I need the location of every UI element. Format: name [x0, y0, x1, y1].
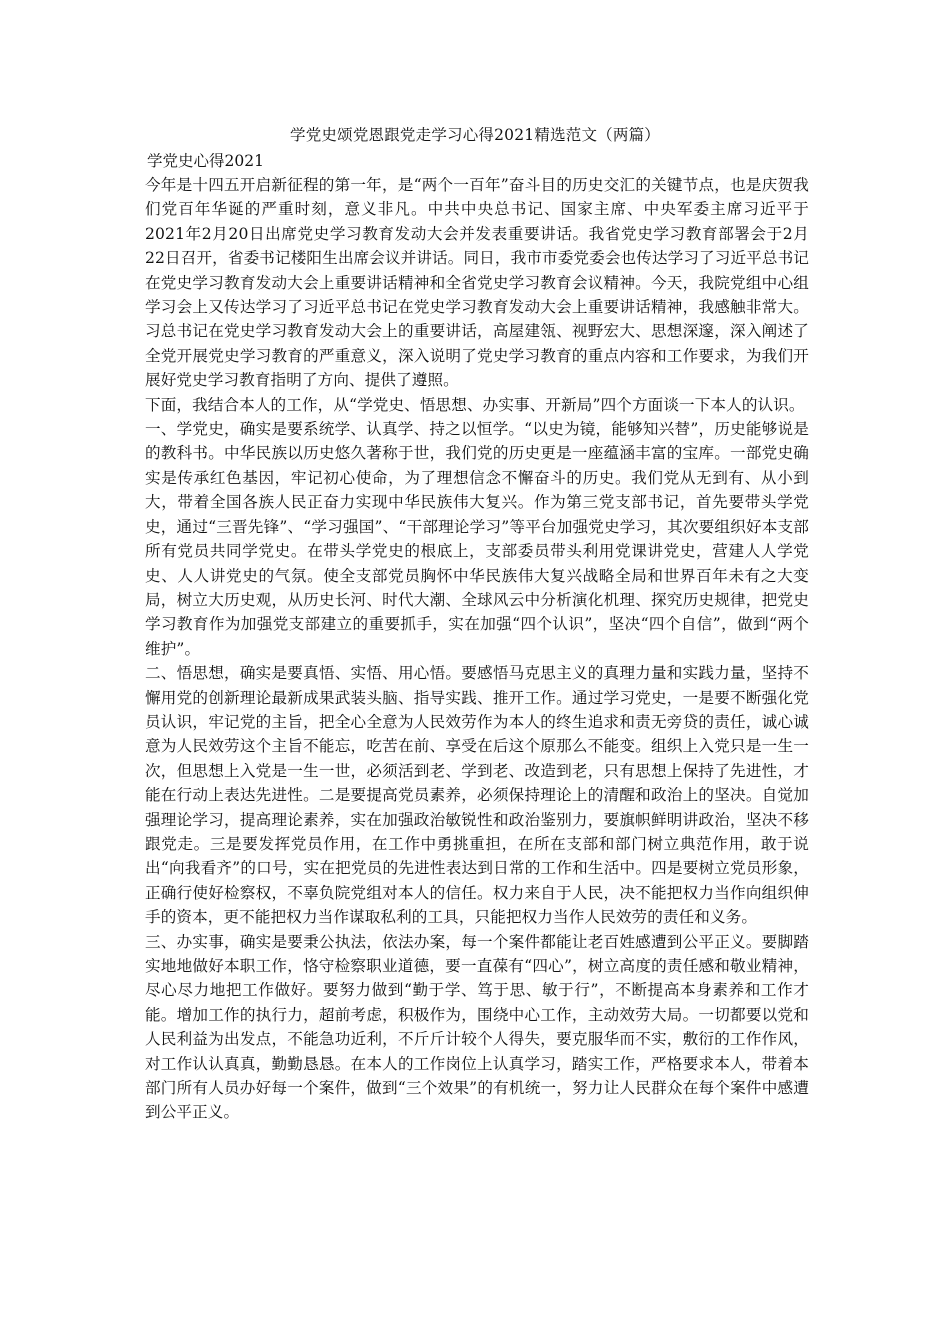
paragraph-overview: 下面，我结合本人的工作，从“学党史、悟思想、办实事、开新局”四个方面谈一下本人的认识。: [145, 395, 805, 414]
paragraph-do-practical-work: 三、办实事，确实是要秉公执法，依法办案，每一个案件都能让老百姓感遭到公平正义。要脚踏实地地做好本职工作，恪守检察职业道德，要一直葆有“四心”，树立高度的责任感和敬业精神，尽心尽力地把工作做好。要努力做到“勤于学、笃于思、敏于行”，不断提高本身素养和工作才能。增加工作的执行力，超前考虑，积极作为，围绕中心工作，主动效劳大局。一切都要以党和人民利益为出发点，不能急功近利，不斤斤计较个人得失，要克服华而不实，敷衍的工作作风，对工作认认真真，勤勤恳恳。在本人的工作岗位上认真学习，踏实工作，严格要求本人，带着本部门所有人员办好每一个案件，做到“三个效果”的有机统一，努力让人民群众在每个案件中感遭到公平正义。: [145, 932, 809, 1122]
paragraph-understand-thought: 二、悟思想，确实是要真悟、实悟、用心悟。要感悟马克思主义的真理力量和实践力量，坚持不懈用党的创新理论最新成果武装头脑、指导实践、推开工作。通过学习党史，一是要不断强化党员认识，牢记党的主旨，把全心全意为人民效劳作为本人的终生追求和责无旁贷的责任，诚心诚意为人民效劳这个主旨不能忘，吃苦在前、享受在后这个原那么不能变。组织上入党只是一生一次，但思想上入党是一生一世，必须活到老、学到老、改造到老，只有思想上保持了先进性，才能在行动上表达先进性。二是要提高党员素养，必须保持理论上的清醒和政治上的坚决。自觉加强理论学习，提高理论素养，实在加强政治敏锐性和政治鉴别力，要旗帜鲜明讲政治，坚决不移跟党走。三是要发挥党员作用，在工作中勇挑重担，在所在支部和部门树立典范作用，敢于说出“向我看齐”的口号，实在把党员的先进性表达到日常的工作和生活中。四是要树立党员形象，正确行使好检察权，不辜负院党组对本人的信任。权力来自于人民，决不能把权力当作向组织伸手的资本，更不能把权力当作谋取私利的工具，只能把权力当作人民效劳的责任和义务。: [145, 664, 809, 927]
document-title: 学党史颂党恩跟党走学习心得2021精选范文（两篇）: [290, 126, 660, 144]
paragraph-intro: 今年是十四五开启新征程的第一年，是“两个一百年”奋斗目的历史交汇的关键节点，也是庆贺我们党百年华诞的严重时刻，意义非凡。中共中央总书记、国家主席、中央军委主席习近平于2021年2月20日出席党史学习教育发动大会并发表重要讲话。我省党史学习教育部署会于2月22日召开，省委书记楼阳生出席会议并讲话。同日，我市市委党委会也传达学习了习近平总书记在党史学习教育发动大会上重要讲话精神和全省党史学习教育会议精神。今天，我院党组中心组学习会上又传达学习了习近平总书记在党史学习教育发动大会上重要讲话精神，我感触非常大。习总书记在党史学习教育发动大会上的重要讲话，高屋建瓴、视野宏大、思想深邃，深入阐述了全党开展党史学习教育的严重意义，深入说明了党史学习教育的重点内容和工作要求，为我们开展好党史学习教育指明了方向、提供了遵照。: [145, 176, 809, 390]
document-body: [145, 173, 809, 1125]
document-subtitle: 学党史心得2021: [147, 152, 264, 170]
paragraph-study-history: 一、学党史，确实是要系统学、认真学、持之以恒学。“以史为镜，能够知兴替”，历史能够说是的教科书。中华民族以历史悠久著称于世，我们党的历史更是一座蕴涵丰富的宝库。一部党史确实是传承红色基因，牢记初心使命，为了理想信念不懈奋斗的历史。我们党从无到有、从小到大，带着全国各族人民正奋力实现中华民族伟大复兴。作为第三党支部书记，首先要带头学党史，通过“三晋先锋”、“学习强国”、“干部理论学习”等平台加强党史学习，其次要组织好本支部所有党员共同学党史。在带头学党史的根底上，支部委员带头利用党课讲党史，营建人人学党史、人人讲党史的气氛。使全支部党员胸怀中华民族伟大复兴战略全局和世界百年未有之大变局，树立大历史观，从历史长河、时代大潮、全球风云中分析演化机理、探究历史规律，把党史学习教育作为加强党支部建立的重要抓手，实在加强“四个认识”，坚决“四个自信”，做到“两个维护”。: [145, 420, 809, 658]
